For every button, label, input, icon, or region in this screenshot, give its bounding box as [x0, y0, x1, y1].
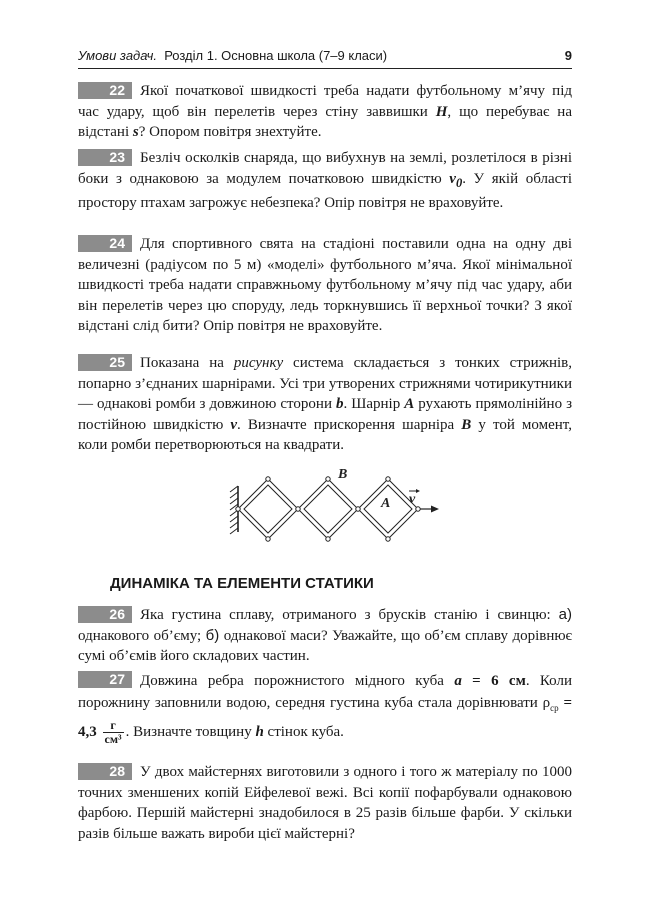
rho-subscript: ср — [550, 703, 559, 713]
units-fraction — [103, 719, 124, 746]
variable-v: v — [230, 416, 238, 433]
problem-28 — [78, 762, 572, 844]
variable-a: a — [454, 673, 462, 689]
problem-text: Яка густина сплаву, отриманого з брусків станію і свинцю: — [140, 607, 559, 623]
problem-text: Для спортивного свята на стадіоні поставили одна на одну дві величезні (радіусом по 5 м) «моделі» футбольного м’яча. Якої мінімальної швидкості треба надати справжньому футбольному м’ячу під час удару, аби він перелетів через цю споруду, ледь торкнувшись її верхньої точки? З якої відстані слід бити? Опір повітря не враховуйте. — [78, 236, 572, 335]
problem-number-badge: 27 — [78, 671, 132, 688]
problem-text: однакового об’єму; — [78, 627, 206, 644]
hinge — [326, 477, 330, 481]
option-b-label: б) — [205, 626, 220, 644]
label-A: A — [381, 496, 391, 511]
problem-number-badge: 24 — [78, 235, 132, 252]
rhombus-1-inner — [244, 485, 292, 533]
hinge-B — [386, 477, 390, 481]
problem-text: . Визначте товщину — [125, 723, 256, 740]
problem-number-badge: 22 — [78, 82, 132, 99]
density-symbol — [543, 695, 559, 711]
problem-number-badge: 26 — [78, 606, 132, 623]
variable-A: A — [404, 396, 415, 413]
problem-number-badge: 28 — [78, 763, 132, 780]
hinge-A — [416, 507, 420, 511]
rhombus-1 — [238, 479, 298, 539]
hinge — [326, 537, 330, 541]
problem-number-badge: 23 — [78, 149, 132, 166]
problem-22 — [78, 81, 572, 143]
problem-text: у той момент, коли ромби перетворюються на квадрати. — [78, 416, 572, 454]
label-v: v — [409, 492, 416, 507]
running-title-text: Розділ 1. Основна школа (7–9 класи) — [164, 48, 388, 63]
problem-text: система складається з тонких стрижнів, попарно з’єднаних шарнірами. Усі три утворених стрижнями чотирикутники — однакові ромби з довжиною сторони — [78, 355, 572, 413]
rhombus-2-inner — [304, 485, 352, 533]
running-header — [78, 46, 572, 69]
hinge — [266, 537, 270, 541]
problem-text: . Коли порожнину заповнили водою, середня густина куба стала дорівнювати — [78, 673, 572, 711]
problem-text: ? Опором повітря знехтуйте. — [138, 124, 322, 141]
problem-text: рухають прямолінійно з постійною швидкістю — [78, 396, 573, 433]
rho-symbol: ρ — [542, 695, 551, 711]
problem-text: Безліч осколків снаряда, що вибухнув на землі, розлетілося в різні боки з однаковою за модулем початковою швидкістю — [78, 150, 572, 187]
variable-s: s — [132, 124, 139, 141]
running-title-italic: Умови задач. — [78, 48, 157, 63]
problem-23 — [78, 148, 572, 214]
rhombus-linkage-figure — [220, 462, 440, 554]
problem-text: Показана на — [140, 355, 234, 371]
option-a-label: а) — [558, 606, 572, 623]
hinge — [296, 507, 300, 511]
equation-a-value: = 6 см — [461, 673, 526, 689]
problem-text: Якої початкової швидкості треба надати футбольному м’ячу під час удару, щоб він перелетів через стіну заввишки — [78, 83, 572, 120]
variable-h: h — [255, 723, 264, 740]
equation-rho-value: = 4,3 — [78, 695, 572, 740]
variable-H: H — [435, 103, 448, 120]
problem-text: . У якій області простору птахам загрожує небезпека? Опір повітря не враховуйте. — [78, 170, 572, 212]
rhombus-rods — [238, 479, 418, 539]
problem-text: . Шарнір — [343, 396, 405, 413]
hinges — [236, 477, 420, 541]
problem-24 — [78, 234, 572, 337]
section-heading: ДИНАМІКА ТА ЕЛЕМЕНТИ СТАТИКИ — [110, 575, 374, 592]
problem-text: Довжина ребра порожнистого мідного куба — [140, 673, 455, 689]
problem-text: . Визначте прискорення шарніра — [237, 416, 462, 433]
page-number: 9 — [564, 48, 572, 63]
variable-b: b — [335, 396, 344, 413]
vector-bar-head — [416, 489, 420, 493]
label-B: B — [338, 467, 348, 482]
problem-number-badge: 25 — [78, 354, 132, 371]
linkage-diagram — [220, 462, 440, 554]
rhombus-2 — [298, 479, 358, 539]
hinge — [356, 507, 360, 511]
fraction-denominator: см³ — [104, 732, 122, 746]
problem-26 — [78, 605, 572, 667]
variable-B: B — [461, 416, 472, 433]
variable-v: v — [449, 170, 456, 187]
velocity-arrow — [418, 506, 439, 513]
problem-text: , що перебуває на відстані — [78, 103, 572, 141]
hinge — [266, 477, 270, 481]
hinge — [386, 537, 390, 541]
running-title — [78, 48, 387, 63]
hinge — [236, 507, 240, 511]
problem-text: однакової маси? Уважайте, що об’єм сплаву дорівнює сумі об’ємів його складових частин. — [78, 627, 572, 665]
problem-25 — [78, 353, 572, 456]
problem-text: стінок куба. — [263, 723, 344, 740]
problem-text: У двох майстернях виготовили з одного і того ж матеріалу по 1000 точних зменшених копій Ейфелевої вежі. Всі копії пофарбували однаковою фарбою. Першій майстерні знадобилося в 25 разів більше фарби. У скільки разів більше важать вироби цієї майстерні? — [78, 764, 572, 842]
figure-reference: рисунку — [233, 355, 284, 371]
problem-27 — [78, 670, 572, 746]
subscript-0: 0 — [455, 175, 463, 190]
fraction-numerator: г — [103, 719, 124, 733]
